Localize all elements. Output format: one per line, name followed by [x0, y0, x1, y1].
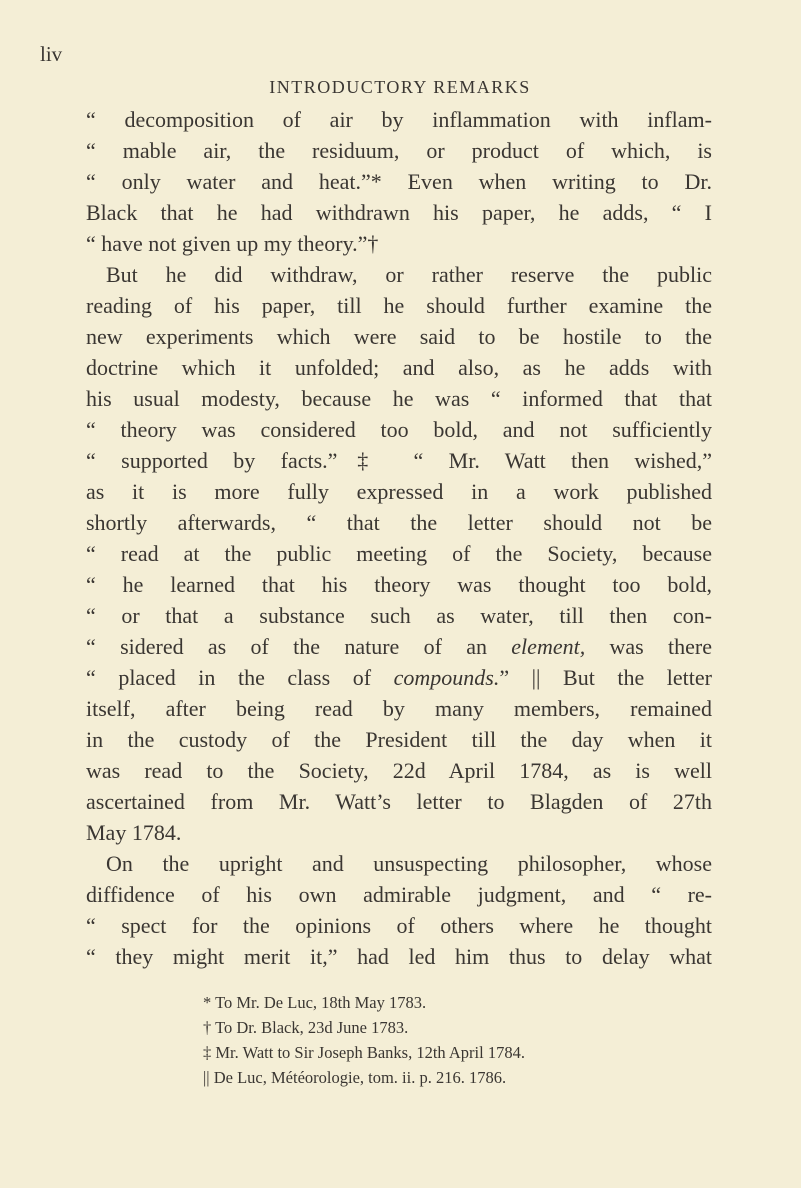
footnote: ‡ Mr. Watt to Sir Joseph Banks, 12th April 1784.	[203, 1043, 525, 1062]
text-line	[86, 476, 712, 507]
text-segment: “ only water and heat.”* Even when writing to Dr.	[86, 169, 712, 194]
text-line	[86, 755, 712, 786]
text-line	[86, 507, 712, 538]
text-segment: May 1784.	[86, 820, 182, 845]
text-line	[86, 600, 712, 631]
text-line	[86, 228, 712, 259]
text-segment: “ they might merit it,” had led him thus to delay what	[86, 944, 712, 969]
footnotes	[203, 990, 743, 1090]
text-line	[86, 910, 712, 941]
text-line	[86, 290, 712, 321]
text-line	[86, 631, 712, 662]
text-line	[86, 352, 712, 383]
text-line	[86, 197, 712, 228]
text-line	[86, 693, 712, 724]
text-segment: ” || But the letter	[499, 665, 712, 690]
body-text	[86, 104, 712, 972]
text-segment: diffidence of his own admirable judgment, and “ re-	[86, 882, 712, 907]
text-segment: shortly afterwards, “ that the letter should not be	[86, 510, 712, 535]
italic-text: compounds.	[393, 665, 500, 690]
text-segment: was read to the Society, 22d April 1784, as is well	[86, 758, 712, 783]
text-segment: ascertained from Mr. Watt’s letter to Blagden of 27th	[86, 789, 712, 814]
text-line	[86, 383, 712, 414]
text-segment: “ read at the public meeting of the Society, because	[86, 541, 712, 566]
text-line	[86, 569, 712, 600]
text-segment: was there	[585, 634, 712, 659]
footnote: † To Dr. Black, 23d June 1783.	[203, 1018, 409, 1037]
text-segment: “ or that a substance such as water, till then con-	[86, 603, 712, 628]
text-segment: “ theory was considered too bold, and not sufficiently	[86, 417, 712, 442]
text-segment: “ sidered as of the nature of an	[86, 634, 512, 659]
text-segment: “ have not given up my theory.”†	[86, 231, 379, 256]
running-title: INTRODUCTORY REMARKS	[269, 77, 531, 97]
text-line	[86, 879, 712, 910]
text-segment: “ he learned that his theory was thought too bold,	[86, 572, 712, 597]
text-segment: “ spect for the opinions of others where he thought	[86, 913, 712, 938]
text-segment: “ decomposition of air by inflammation with inflam-	[86, 107, 712, 132]
text-segment: “ mable air, the residuum, or product of which, is	[86, 138, 712, 163]
text-line	[86, 941, 712, 972]
text-line	[86, 662, 712, 693]
page-number: liv	[40, 42, 63, 66]
text-segment: But he did withdraw, or rather reserve the public	[106, 262, 712, 287]
text-segment: doctrine which it unfolded; and also, as he adds with	[86, 355, 712, 380]
text-line	[86, 848, 712, 879]
text-line	[86, 786, 712, 817]
text-segment: Black that he had withdrawn his paper, he adds, “ I	[86, 200, 712, 225]
text-segment: as it is more fully expressed in a work published	[86, 479, 712, 504]
text-line	[86, 445, 712, 476]
text-line	[86, 135, 712, 166]
text-segment: his usual modesty, because he was “ informed that that	[86, 386, 712, 411]
footnote: * To Mr. De Luc, 18th May 1783.	[203, 993, 427, 1012]
text-line	[86, 259, 712, 290]
text-line	[86, 538, 712, 569]
text-segment: new experiments which were said to be hostile to the	[86, 324, 712, 349]
text-line	[86, 166, 712, 197]
text-line	[86, 414, 712, 445]
text-line	[86, 817, 712, 848]
italic-text: element,	[511, 634, 586, 659]
text-segment: reading of his paper, till he should further examine the	[86, 293, 712, 318]
text-segment: itself, after being read by many members, remained	[86, 696, 712, 721]
text-segment: “ supported by facts.”‡ “ Mr. Watt then wished,”	[86, 448, 712, 473]
text-line	[86, 321, 712, 352]
text-line	[86, 104, 712, 135]
text-line	[86, 724, 712, 755]
text-segment: On the upright and unsuspecting philosopher, whose	[106, 851, 712, 876]
text-segment: “ placed in the class of	[86, 665, 394, 690]
text-segment: in the custody of the President till the day when it	[86, 727, 712, 752]
footnote: || De Luc, Météorologie, tom. ii. p. 216. 1786.	[203, 1068, 507, 1087]
